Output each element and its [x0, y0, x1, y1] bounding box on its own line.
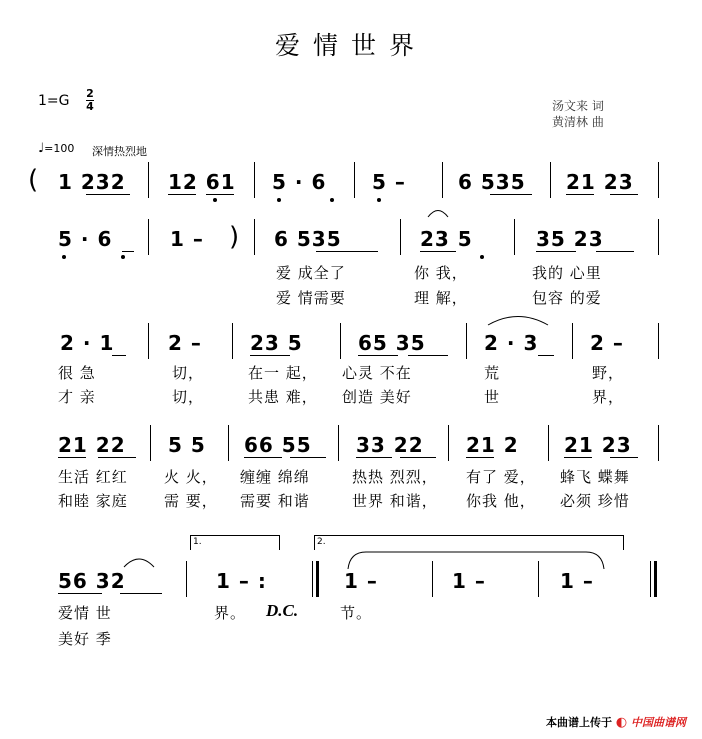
repeat-paren-close: ) [229, 222, 240, 252]
lyric: 美好 季 [58, 630, 112, 648]
time-signature [86, 88, 94, 113]
measure: 21 23 [566, 170, 634, 194]
measure: 1 – [452, 569, 486, 593]
lyric: 切， [172, 364, 205, 382]
lyric: 爱 成全了 [276, 264, 346, 282]
time-sig-bottom: 4 [86, 100, 94, 113]
measure: 5 – [372, 170, 406, 194]
lyric: 爱 情需要 [276, 289, 346, 307]
measure: 5 5 [168, 433, 206, 457]
measure: 23 5 [420, 227, 473, 251]
lyric: 火 火， [164, 468, 218, 486]
lyricist: 汤文来 词 [552, 99, 604, 113]
lyric: 理 解， [414, 289, 468, 307]
slur-icon [486, 312, 550, 326]
lyric: 荒 [484, 364, 501, 382]
lyric: 生活 红红 [58, 468, 128, 486]
measure: 56 32 [58, 569, 126, 593]
lyric: 我的 心里 [532, 264, 602, 282]
measure: 2 – [590, 331, 624, 355]
lyric: 需 要， [164, 492, 218, 510]
lyric: 在一 起， [248, 364, 318, 382]
quarter-note-icon: ♩ [38, 141, 45, 156]
tempo-mark [38, 141, 74, 156]
slur-icon [122, 554, 156, 568]
lyric: 需要 和谐 [240, 492, 310, 510]
measure: 23 5 [250, 331, 303, 355]
page-title: 爱情世界 [274, 31, 427, 60]
measure: 21 22 [58, 433, 126, 457]
volta-bracket-2 [314, 535, 624, 550]
measure: 66 55 [244, 433, 312, 457]
volta-bracket-1 [190, 535, 280, 550]
lyric: 爱情 世 [58, 604, 112, 622]
lyric: 包容 的爱 [532, 289, 602, 307]
lyric: 你我 他， [466, 492, 536, 510]
measure: 35 23 [536, 227, 604, 251]
slur-icon [426, 206, 450, 218]
measure: 1 – [344, 569, 378, 593]
lyric: 创造 美好 [342, 388, 412, 406]
measure: 1 232 [58, 170, 126, 194]
lyric: 世 [484, 388, 501, 406]
lyric: 你 我， [414, 264, 468, 282]
measure: 2 – [168, 331, 202, 355]
expression-mark: 深情热烈地 [92, 145, 147, 158]
measure: 65 35 [358, 331, 426, 355]
lyric: 世界 和谐， [352, 492, 438, 510]
lyric: 热热 烈烈， [352, 468, 438, 486]
key-signature: 1=G [38, 93, 70, 109]
lyric: 界， [592, 388, 625, 406]
lyric: 心灵 不在 [342, 364, 412, 382]
lyric: 必须 珍惜 [560, 492, 630, 510]
lyric: 节。 [340, 604, 373, 622]
volta-label-1: 1. [193, 537, 202, 547]
lyric: 有了 爱， [466, 468, 536, 486]
measure: 5 · 6 [272, 170, 327, 194]
measure: 33 22 [356, 433, 424, 457]
tempo-value: =100 [44, 142, 75, 155]
measure: 12 61 [168, 170, 236, 194]
footer-brand[interactable]: 中国曲谱网 [631, 716, 686, 729]
measure: 2 · 1 [60, 331, 115, 355]
volta-label-2: 2. [317, 537, 326, 547]
lyric: 野， [592, 364, 625, 382]
repeat-paren-open: ( [28, 165, 39, 195]
measure: 6 535 [274, 227, 342, 251]
lyric: 缠缠 绵绵 [240, 468, 310, 486]
measure: 21 23 [564, 433, 632, 457]
measure: 1 – : [216, 569, 267, 593]
composer: 黄清林 曲 [552, 115, 604, 129]
footer-prefix: 本曲谱上传于 [545, 716, 612, 729]
measure: 1 – [560, 569, 594, 593]
footer-credit [546, 714, 686, 730]
lyric: 共患 难， [248, 388, 318, 406]
lyric: 才 亲 [58, 388, 96, 406]
measure: 2 · 3 [484, 331, 539, 355]
lyric: 很 急 [58, 364, 96, 382]
lyric: 和睦 家庭 [58, 492, 128, 510]
measure: 1 – [170, 227, 204, 251]
measure: 6 535 [458, 170, 526, 194]
dc-mark: D.C. [266, 601, 299, 620]
lyric: 切， [172, 388, 205, 406]
tie-icon [346, 550, 606, 570]
time-sig-top: 2 [86, 87, 94, 100]
logo-icon: ◐ [615, 715, 628, 730]
lyric: 蜂飞 蝶舞 [560, 468, 630, 486]
measure: 21 2 [466, 433, 519, 457]
lyric: 界。 [214, 604, 247, 622]
measure: 5 · 6 [58, 227, 113, 251]
